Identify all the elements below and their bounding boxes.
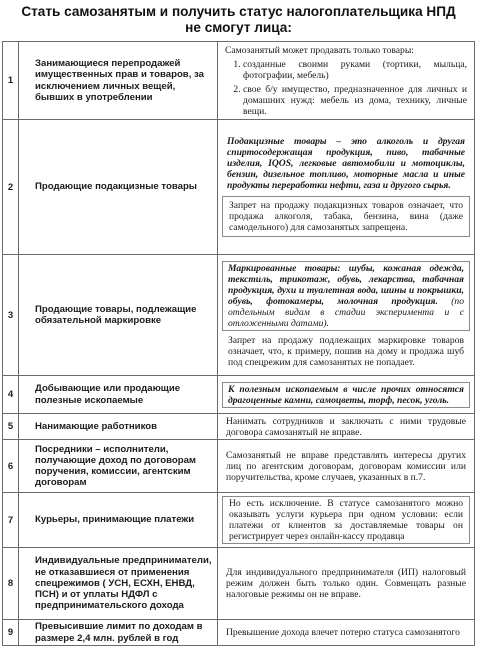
list-item: 2. свое б/у имущество, предназначенное для личных и домашних нужд: мебель из дома, технику, личные вещи. bbox=[243, 84, 467, 117]
row-number: 4 bbox=[3, 376, 19, 414]
description-text: Но есть исключение. В статусе самозанятого можно оказывать услуги курьера при одном условии: если платежи от клиентов за доставляемые товары он регистрирует через онлайн-кассу продавца bbox=[222, 496, 470, 544]
table-row bbox=[3, 42, 475, 120]
table-row bbox=[3, 255, 475, 376]
row-description bbox=[218, 120, 475, 255]
title-line-1: Стать самозанятым и получить статус налогоплательщика НПД bbox=[21, 4, 456, 19]
description-box bbox=[222, 45, 470, 117]
row-description bbox=[218, 620, 475, 646]
description-text: Для индивидуального предпринимателя (ИП) налоговый режим должен быть только один. Совмещать разные налоговые режимы он не вправе. bbox=[226, 567, 466, 600]
description-text: Превышение дохода влечет потерю статуса самозанятого bbox=[226, 627, 460, 638]
row-number: 7 bbox=[3, 493, 19, 548]
table-row bbox=[3, 548, 475, 620]
table-row bbox=[3, 440, 475, 493]
row-label: Превысившие лимит по доходам в размере 2,4 млн. рублей в год bbox=[19, 620, 218, 646]
description-list bbox=[225, 59, 467, 117]
row-description bbox=[218, 440, 475, 493]
description-text: Нанимать сотрудников и заключать с ними трудовые договора самозанятый не вправе. bbox=[226, 415, 466, 438]
row-label: Посредники – исполнители, получающие доход по договорам поручения, комиссии, агентским договорам bbox=[19, 440, 218, 493]
row-number: 2 bbox=[3, 120, 19, 255]
row-description bbox=[218, 376, 475, 414]
restrictions-table bbox=[2, 41, 475, 646]
row-number: 9 bbox=[3, 620, 19, 646]
row-label: Продающие подакцизные товары bbox=[19, 120, 218, 255]
description-bold: К полезным ископаемым в числе прочих относятся драгоценные камни, самоцветы, торф, песок, уголь. bbox=[222, 382, 470, 408]
table-row bbox=[3, 414, 475, 440]
description-bold bbox=[222, 261, 470, 331]
title-line-2: не смогут лица: bbox=[185, 20, 292, 35]
description-bold-note: (по отдельным видам в стадии эксперимента и с отложенными датами). bbox=[228, 296, 465, 329]
row-number: 6 bbox=[3, 440, 19, 493]
description-text: Запрет на продажу подлежащих маркировке товаров означает, что, к примеру, пошив на дому и продажа шуб под спецрежим для самозанятых не попадает. bbox=[228, 335, 464, 368]
row-number: 1 bbox=[3, 42, 19, 120]
description-text: Самозанятый не вправе представлять интересы других лиц по агентским договорам, договорам комиссии или поручительства, кроме случаев, указанных в п.7. bbox=[226, 449, 466, 483]
list-item: 1. созданные своими руками (тортики, мыльца, фотографии, мебель) bbox=[243, 59, 467, 81]
row-number: 5 bbox=[3, 414, 19, 440]
description-bold-main: Маркированные товары: шубы, кожаная одежда, текстиль, трикотаж, обувь, лекарства, табачная продукция, духи и туалетная вода, шины и покрышки, обувь, фотокамеры, молочная продукция. bbox=[228, 263, 464, 307]
row-label: Продающие товары, подлежащие обязательной маркировке bbox=[19, 255, 218, 376]
row-description bbox=[218, 255, 475, 376]
row-description bbox=[218, 548, 475, 620]
row-label: Индивидуальные предприниматели, не отказавшиеся от применения спецрежимов ( УСН, ЕСХН, ЕНВД, ПСН) и от уплаты НДФЛ с предпринимательского дохода bbox=[19, 548, 218, 620]
description-bold: Подакцизные товары – это алкоголь и другая спиртосодержащая продукция, пиво, табачные изделия, IQOS, легковые автомобили и мотоциклы, бензин, дизельное топливо, моторные масла и иные продукты переработки нефти, газа и другого сырья. bbox=[227, 136, 465, 191]
table-row bbox=[3, 120, 475, 255]
row-label: Добывающие или продающие полезные ископаемые bbox=[19, 376, 218, 414]
row-description bbox=[218, 42, 475, 120]
table-row bbox=[3, 493, 475, 548]
row-description bbox=[218, 414, 475, 440]
row-label: Нанимающие работников bbox=[19, 414, 218, 440]
table-row bbox=[3, 376, 475, 414]
row-label: Курьеры, принимающие платежи bbox=[19, 493, 218, 548]
description-intro: Самозанятый может продавать только товары: bbox=[225, 44, 414, 56]
table-row bbox=[3, 620, 475, 646]
row-number: 3 bbox=[3, 255, 19, 376]
row-number: 8 bbox=[3, 548, 19, 620]
page-title bbox=[0, 4, 477, 36]
row-description bbox=[218, 493, 475, 548]
row-label: Занимающиеся перепродажей имущественных прав и товаров, за исключением личных вещей, бывших в употреблении bbox=[19, 42, 218, 120]
description-text: Запрет на продажу подакцизных товаров означает, что продажа алкоголя, табака, бензина, вина (даже самодельного) для самозанятых запрещена. bbox=[222, 196, 470, 237]
